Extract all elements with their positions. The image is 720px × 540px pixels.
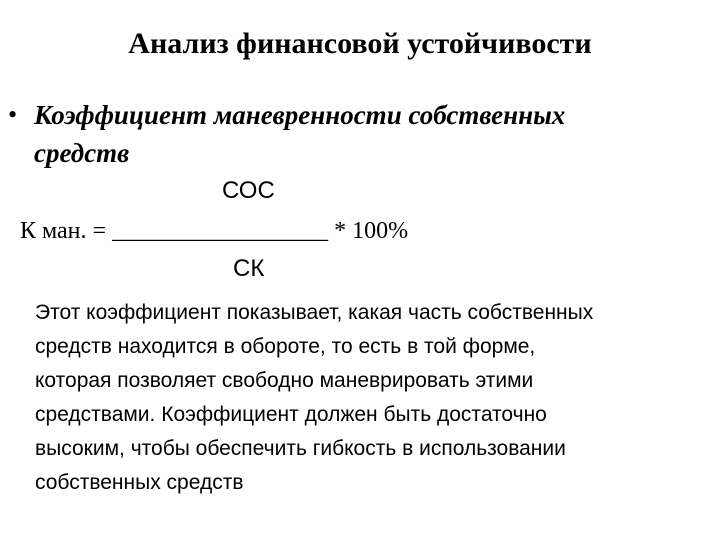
bullet-heading — [34, 96, 714, 172]
description-line: Этот коэффициент показывает, какая часть собственных — [35, 301, 594, 324]
description-line: средствами. Коэффициент должен быть достаточно — [35, 403, 547, 426]
formula-left-side: К ман. = — [20, 218, 113, 244]
description-line: высоким, чтобы обеспечить гибкость в использовании — [35, 437, 566, 460]
bullet-line: средств — [34, 138, 130, 168]
formula-fraction-bar: __________________ — [112, 218, 329, 244]
bullet-icon: • — [8, 100, 18, 129]
description-line: которая позволяет свободно маневрировать этими — [35, 369, 534, 392]
description-paragraph — [35, 296, 715, 500]
formula-multiplier: * 100% — [328, 218, 409, 244]
slide-title: Анализ финансовой устойчивости — [128, 27, 592, 60]
formula-main-line — [20, 216, 408, 246]
description-line: собственных средств — [35, 471, 244, 494]
formula-denominator: СК — [233, 255, 265, 282]
bullet-line: Коэффициент маневренности собственных — [34, 100, 566, 130]
formula-numerator: СОС — [222, 177, 275, 204]
formula — [0, 172, 720, 292]
description-line: средств находится в обороте, то есть в той форме, — [35, 335, 536, 358]
